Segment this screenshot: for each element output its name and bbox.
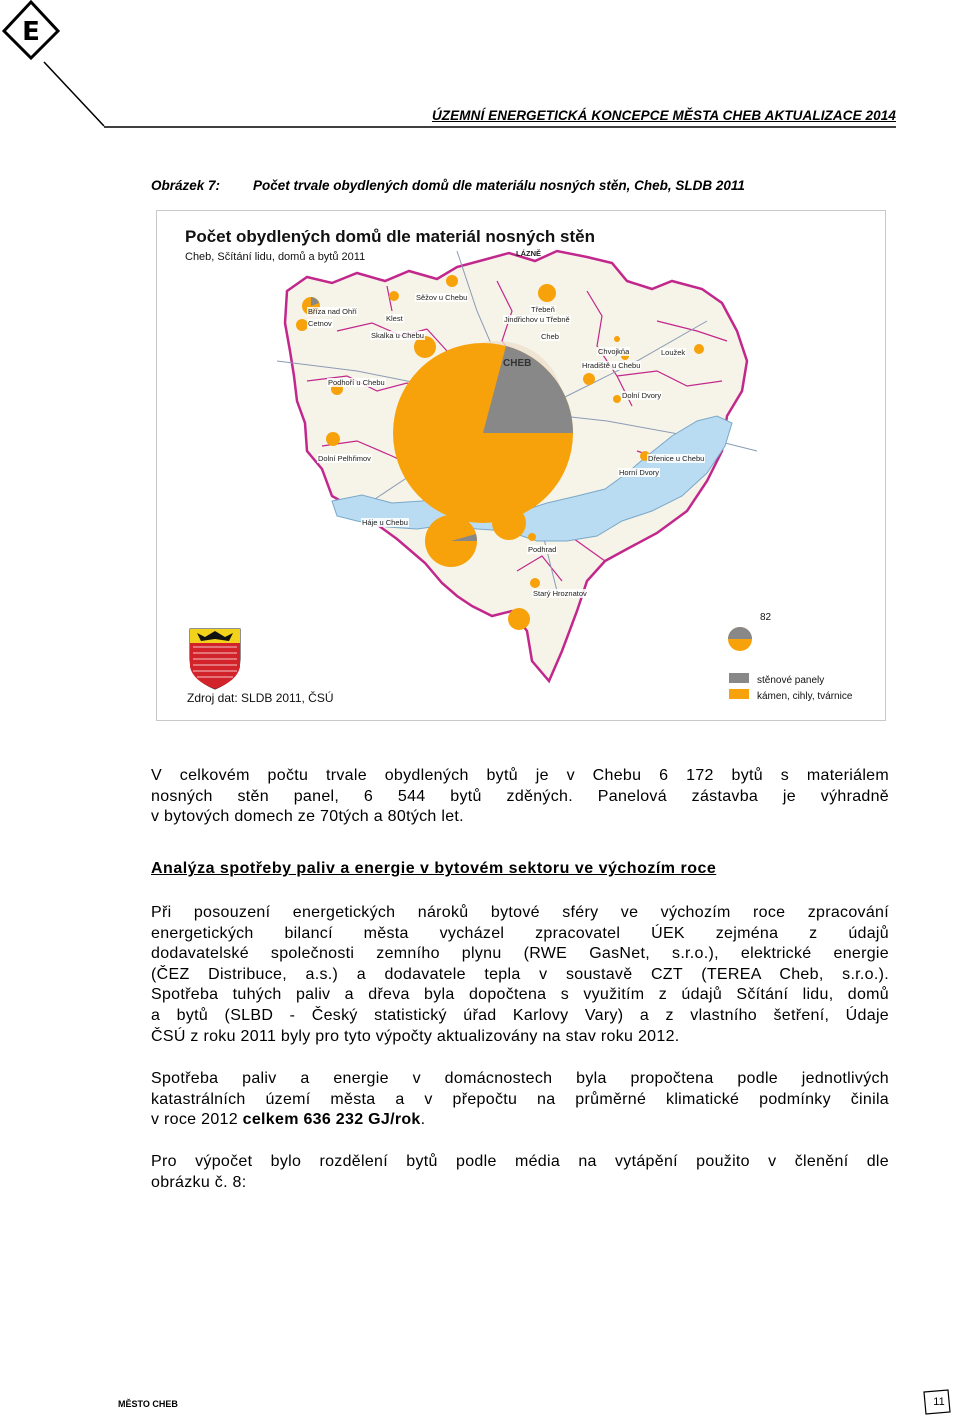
legend-swatch-panel	[729, 673, 749, 683]
place-label: Klest	[386, 314, 403, 323]
pie-small-12	[694, 344, 704, 354]
place-label: Třebeň	[531, 305, 555, 314]
text-run: v roce 2012	[151, 1111, 243, 1129]
section-heading: Analýza spotřeby paliv a energie v bytovém sektoru ve výchozím roce	[151, 860, 717, 877]
pie-chart-cheb	[393, 343, 573, 523]
legend-label-panel: stěnové panely	[757, 675, 825, 686]
map-figure	[156, 210, 886, 721]
text-run: .	[420, 1111, 426, 1129]
place-label: Cheb	[541, 332, 559, 341]
pie-small-18	[613, 395, 621, 403]
pie-small-1	[492, 506, 526, 540]
place-label: Dolní Pelhřimov	[318, 454, 371, 463]
place-label: Podhoří u Chebu	[328, 378, 385, 387]
place-label: Podhrad	[528, 545, 557, 554]
paragraph-summary	[151, 766, 889, 828]
total-consumption: celkem 636 232 GJ/rok	[242, 1111, 421, 1129]
place-label: Jindřichov u Třebně	[504, 315, 570, 324]
figure-caption-text: Počet trvale obydlených domů dle materiálu nosných stěn, Cheb, SLDB 2011	[253, 178, 745, 193]
page-number: 11	[933, 1396, 945, 1408]
place-label: Dřenice u Chebu	[648, 454, 705, 463]
map-graphic	[157, 211, 885, 720]
text-line: Pro výpočet bylo rozdělení bytů podle média na vytápění použito v členění dle	[151, 1153, 889, 1170]
map-top-label: LÁZNĚ	[516, 249, 541, 258]
place-label: Bříza nad Ohří	[308, 307, 357, 316]
text-line: energetických bilancí města vycházel zpracovatel ÚEK zejména z údajů	[151, 924, 889, 942]
text-line: Spotřeba paliv a energie v domácnostech byla propočtena podle jednotlivých	[151, 1070, 889, 1087]
text-line: Spotřeba tuhých paliv a dřeva byla dopočtena s využitím z údajů Sčítání lidu, domů	[151, 986, 889, 1004]
place-label: Háje u Chebu	[362, 518, 408, 527]
place-label: Cetnov	[308, 319, 332, 328]
legend-swatch-brick	[729, 689, 749, 699]
svg-text:E: E	[22, 17, 40, 47]
place-label: Sěžov u Chebu	[416, 293, 468, 302]
footer-city: MĚSTO CHEB	[118, 1399, 178, 1409]
paragraph-methodology	[151, 903, 889, 1047]
text-line: dodavatelské společnosti zemního plynu (RWE GasNet, s.r.o.), elektrické energie	[151, 945, 889, 963]
pie-small-4	[389, 291, 399, 301]
header-title: ÚZEMNÍ ENERGETICKÁ KONCEPCE MĚSTA CHEB AKTUALIZACE 2014	[431, 108, 896, 123]
text-line: Při posouzení energetických nároků bytové sféry ve výchozím roce zpracování	[151, 904, 889, 921]
place-label: Starý Hroznatov	[533, 589, 587, 598]
map-subtitle: Cheb, Sčítání lidu, domů a bytů 2011	[185, 251, 366, 263]
legend-label-brick: kámen, cihly, tvárnice	[757, 691, 853, 702]
legend-sample-value: 82	[760, 612, 772, 623]
place-label: Skalka u Chebu	[371, 331, 424, 340]
pie-small-17	[528, 533, 536, 541]
pie-small-5	[538, 284, 556, 302]
figure-label: Obrázek 7:	[151, 178, 221, 193]
pie-small-16	[530, 578, 540, 588]
map-city-label: CHEB	[503, 358, 532, 369]
place-label: Loužek	[661, 348, 686, 357]
text-line: obrázku č. 8:	[151, 1173, 247, 1191]
map-source: Zdroj dat: SLDB 2011, ČSÚ	[187, 691, 334, 705]
pie-small-14	[326, 432, 340, 446]
figure-caption	[151, 178, 745, 193]
place-label: Chvojkňa	[598, 347, 630, 356]
place-label: Horní Dvory	[619, 468, 660, 477]
map-legend	[728, 627, 752, 699]
text-line: ČSÚ z roku 2011 byly pro tyto výpočty aktualizovány na stav roku 2012.	[151, 1027, 680, 1045]
text-line: katastrálních území města a v přepočtu na průměrné klimatické podmínky činila	[151, 1090, 889, 1108]
legend-sample-pie-panel	[728, 627, 752, 639]
text-line: a bytů (SLBD - Český statistický úřad Karlovy Vary) a z vlastního šetření, Údaje	[151, 1006, 889, 1024]
text-line: V celkovém počtu trvale obydlených bytů je v Chebu 6 172 bytů s materiálem	[151, 767, 889, 784]
text-line: (ČEZ Distribuce, a.s.) a dodavatele tepla v soustavě CZT (TEREA Cheb, s.r.o.).	[151, 965, 889, 983]
text-line: v bytových domech ze 70tých a 80tých let.	[151, 808, 464, 826]
place-label: Dolní Dvory	[622, 391, 662, 400]
cheb-coat-of-arms	[190, 629, 240, 689]
paragraph-consumption	[151, 1069, 889, 1131]
pie-small-11	[614, 336, 620, 342]
text-line: nosných stěn panel, 6 544 bytů zděných. Panelová zástavba je výhradně	[151, 787, 889, 805]
pie-small-15	[508, 608, 530, 630]
pie-small-6	[446, 275, 458, 287]
map-title: Počet obydlených domů dle materiál nosných stěn	[185, 227, 595, 246]
text-line	[151, 1110, 889, 1131]
pie-chart-podhrad	[425, 515, 477, 567]
place-label: Hradiště u Chebu	[582, 361, 641, 370]
pie-small-10	[583, 373, 595, 385]
paragraph-heating	[151, 1152, 889, 1193]
